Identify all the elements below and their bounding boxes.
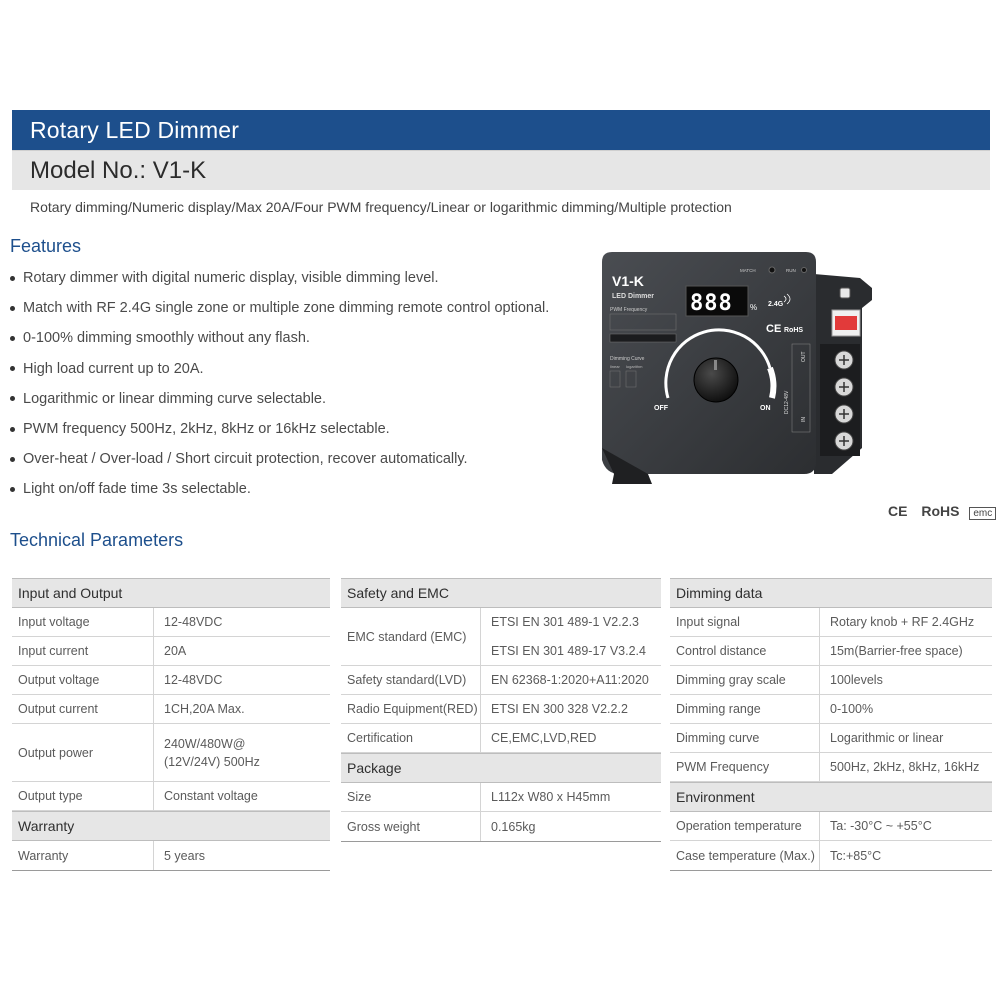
table-row: Safety standard(LVD) EN 62368-1:2020+A11:2020 (341, 666, 661, 695)
tech-column-3 (670, 578, 992, 871)
features-title: Features (10, 236, 82, 256)
feature-item: Over-heat / Over-load / Short circuit protection, recover automatically. (10, 444, 570, 474)
bullet-icon (10, 427, 15, 432)
table-row: Size L112x W80 x H45mm (341, 783, 661, 812)
curve-linear-label: linear (610, 364, 620, 369)
product-image (592, 248, 892, 490)
bullet-icon (10, 336, 15, 341)
bullet-icon (10, 306, 15, 311)
model-bar (12, 150, 990, 190)
pwm-label: PWM Frequency (610, 307, 648, 313)
feature-item: Logarithmic or linear dimming curve selectable. (10, 384, 570, 414)
feature-item: 0-100% dimming smoothly without any flash. (10, 323, 570, 353)
table-row: Gross weight 0.165kg (341, 812, 661, 842)
feature-item: PWM frequency 500Hz, 2kHz, 8kHz or 16kHz selectable. (10, 414, 570, 444)
table-row: Dimming range 0-100% (670, 695, 992, 724)
table-row: Operation temperature Ta: -30°C ~ +55°C (670, 812, 992, 841)
certification-marks (888, 503, 996, 519)
off-label: OFF (654, 405, 668, 412)
bullet-icon (10, 396, 15, 401)
product-rohs-mark: RoHS (784, 327, 804, 334)
table-row: Input signal Rotary knob + RF 2.4GHz (670, 608, 992, 637)
product-subtitle: Rotary dimming/Numeric display/Max 20A/Four PWM frequency/Linear or logarithmic dimming/Multiple protection (30, 199, 732, 215)
table-row: Radio Equipment(RED) ETSI EN 300 328 V2.2.2 (341, 695, 661, 724)
rohs-mark: RoHS (921, 503, 960, 519)
table-row: Input voltage 12-48VDC (12, 608, 330, 637)
on-label: ON (760, 405, 771, 412)
title-bar (12, 110, 990, 150)
table-row: Dimming gray scale 100levels (670, 666, 992, 695)
feature-item: Match with RF 2.4G single zone or multiple zone dimming remote control optional. (10, 293, 570, 323)
table-header: Input and Output (12, 578, 330, 608)
dimming-arc-max (770, 368, 773, 398)
run-label: RUN (786, 268, 796, 273)
table-row: Output voltage 12-48VDC (12, 666, 330, 695)
table-row: PWM Frequency 500Hz, 2kHz, 8kHz, 16kHz (670, 753, 992, 782)
feature-item: Rotary dimmer with digital numeric display, visible dimming level. (10, 263, 570, 293)
in-label: IN (801, 417, 807, 422)
table-header: Dimming data (670, 578, 992, 608)
table-row: Control distance 15m(Barrier-free space) (670, 637, 992, 666)
table-header: Safety and EMC (341, 578, 661, 608)
table-row: Case temperature (Max.) Tc:+85°C (670, 841, 992, 871)
match-button (769, 267, 775, 273)
pwm-switch-row (610, 334, 676, 342)
bullet-icon (10, 276, 15, 281)
tech-column-2 (341, 578, 661, 842)
features-list (10, 263, 570, 505)
bullet-icon (10, 366, 15, 371)
run-led (802, 268, 807, 273)
table-row: Input current 20A (12, 637, 330, 666)
knob-indicator (714, 360, 717, 370)
table-header: Warranty (12, 811, 330, 841)
product-name-label: LED Dimmer (612, 293, 655, 300)
bullet-icon (10, 487, 15, 492)
ce-mark: CE (888, 503, 908, 519)
page-title: Rotary LED Dimmer (30, 117, 240, 143)
table-row: Certification CE,EMC,LVD,RED (341, 724, 661, 753)
model-number: Model No.: V1-K (30, 157, 207, 184)
product-model-label: V1-K (612, 273, 644, 289)
curve-label: Dimming Curve (610, 356, 645, 362)
product-ce-mark: CE (766, 323, 782, 335)
tech-title: Technical Parameters (10, 530, 184, 550)
table-row: Output type Constant voltage (12, 782, 330, 811)
table-row: Warranty 5 years (12, 841, 330, 871)
terminal-block (820, 344, 860, 456)
display-percent: % (750, 303, 758, 312)
bullet-icon (10, 457, 15, 462)
table-row: EMC standard (EMC) ETSI EN 301 489-1 V2.2.3 ETSI EN 301 489-17 V3.2.4 (341, 608, 661, 666)
table-row: Dimming curve Logarithmic or linear (670, 724, 992, 753)
emc-mark: emc (969, 507, 996, 520)
tech-column-1 (12, 578, 330, 871)
table-row: Output current 1CH,20A Max. (12, 695, 330, 724)
display-digits: 888 (690, 291, 733, 316)
curve-log-label: logarithm (626, 364, 643, 369)
table-header: Environment (670, 782, 992, 812)
table-row: Output power 240W/480W@ (12V/24V) 500Hz (12, 724, 330, 782)
match-label: MATCH (740, 268, 756, 273)
out-label: OUT (801, 351, 807, 362)
feature-item: High load current up to 20A. (10, 354, 570, 384)
table-header: Package (341, 753, 661, 783)
dip-switch (835, 316, 857, 330)
rf-label: 2.4G (768, 301, 784, 308)
feature-item: Light on/off fade time 3s selectable. (10, 474, 570, 504)
voltage-label: DC12-48V (784, 390, 790, 414)
